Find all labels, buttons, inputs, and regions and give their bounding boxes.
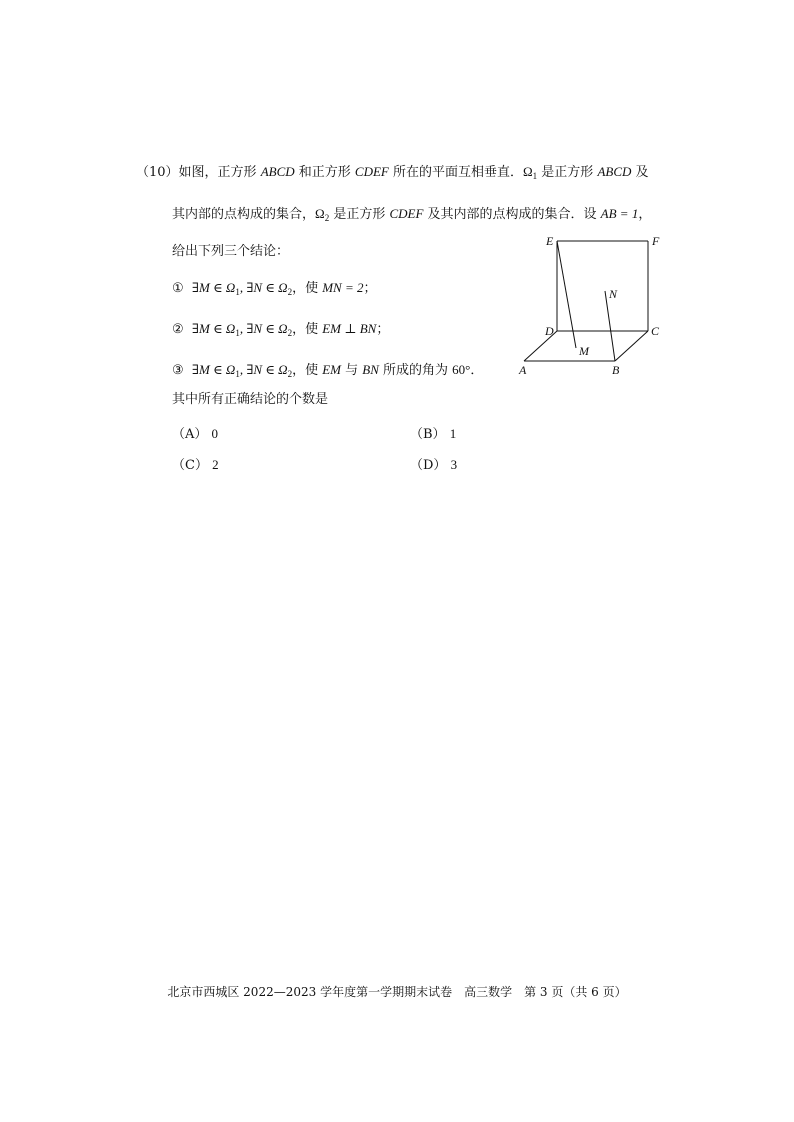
option-label: （A） [172, 427, 208, 442]
math-square-cdef: CDEF [354, 164, 389, 179]
expr-part: , ∃N ∈ Ω [239, 362, 288, 377]
footer-exam-title: 北京市西城区 2022—2023 学年度第一学期期末试卷 [167, 985, 453, 999]
omega-subscript: 1 [532, 171, 538, 181]
option-b[interactable] [410, 425, 456, 444]
expr-subscript: 2 [287, 287, 293, 297]
option-value: 1 [449, 426, 457, 441]
text-segment: 所在的平面互相垂直． [388, 165, 523, 180]
expr-subscript: 1 [235, 287, 240, 297]
edge-bc [615, 331, 648, 361]
geometry-figure [510, 228, 670, 378]
conclusion-condition: MN = 2 [322, 280, 364, 295]
conclusion-condition: EM ⊥ BN [322, 321, 377, 336]
question-number: （10） [136, 165, 179, 180]
question-line-3: 给出下列三个结论： [172, 244, 290, 259]
text-segment: 是正方形 [537, 165, 598, 180]
expr-part: , ∃N ∈ Ω [239, 321, 288, 336]
conclusion-line-bn: BN [362, 362, 379, 377]
conclusion-2 [172, 320, 389, 339]
text-segment: 如图，正方形 [178, 165, 261, 180]
expr-subscript: 2 [287, 369, 293, 379]
label-d: D [545, 324, 554, 338]
label-c: C [651, 324, 660, 338]
text-segment: ，使 [292, 322, 323, 337]
conclusion-marker: ③ [172, 363, 184, 378]
math-ab-equals-1: AB = 1 [600, 206, 639, 221]
footer-page-number: 第 3 页（共 6 页） [524, 985, 627, 999]
question-ask: 其中所有正确结论的个数是 [172, 392, 329, 407]
question-line-2 [172, 205, 651, 224]
text-segment: 和正方形 [294, 165, 355, 180]
conclusion-angle: 60° [452, 362, 471, 377]
text-segment: 是正方形 [329, 207, 390, 222]
math-omega-2 [315, 206, 329, 221]
expr-part: , ∃N ∈ Ω [239, 280, 288, 295]
text-segment: 与 [341, 363, 363, 378]
text-segment: ； [376, 322, 390, 337]
option-d[interactable] [410, 456, 457, 475]
expr-part: ∃M ∈ Ω [191, 280, 236, 295]
page-footer [0, 983, 794, 1000]
label-f: F [652, 234, 660, 248]
text-segment: 及 [631, 165, 649, 180]
conclusion-1 [172, 279, 377, 298]
omega-symbol: Ω [315, 206, 325, 221]
omega-subscript: 2 [324, 213, 330, 223]
math-square-cdef-2: CDEF [389, 206, 424, 221]
conclusion-expr [192, 362, 292, 377]
option-label: （C） [172, 458, 208, 473]
expr-part: ∃M ∈ Ω [191, 321, 236, 336]
conclusion-marker: ② [172, 322, 184, 337]
label-n: N [609, 287, 618, 301]
text-segment: ，使 [292, 281, 323, 296]
text-segment: ，使 [292, 363, 323, 378]
expr-subscript: 2 [287, 328, 293, 338]
omega-symbol: Ω [523, 164, 533, 179]
expr-part: ∃M ∈ Ω [191, 362, 236, 377]
text-segment: ， [638, 207, 652, 222]
option-value: 3 [450, 457, 458, 472]
math-square-abcd: ABCD [260, 164, 295, 179]
footer-subject: 高三数学 [464, 985, 513, 999]
conclusion-line-em: EM [322, 362, 341, 377]
option-label: （D） [410, 458, 447, 473]
expr-subscript: 1 [235, 328, 240, 338]
conclusion-3 [172, 361, 483, 380]
expr-subscript: 1 [235, 369, 240, 379]
math-omega-1 [523, 164, 537, 179]
conclusion-marker: ① [172, 281, 184, 296]
question-line-1 [136, 163, 649, 182]
option-c[interactable] [172, 456, 219, 475]
label-b: B [612, 363, 620, 377]
option-a[interactable] [172, 425, 218, 444]
option-value: 2 [212, 457, 219, 472]
segment-em [557, 241, 576, 348]
text-segment: 所成的角为 [378, 363, 453, 378]
text-segment: 其内部的点构成的集合， [172, 207, 316, 222]
segment-bn [605, 291, 615, 361]
conclusion-expr [192, 321, 292, 336]
option-value: 0 [211, 426, 219, 441]
text-segment: ； [363, 281, 377, 296]
option-label: （B） [410, 427, 446, 442]
label-a: A [519, 363, 527, 377]
math-square-abcd-2: ABCD [597, 164, 632, 179]
label-m: M [579, 344, 589, 358]
conclusion-expr [192, 280, 292, 295]
text-segment: 及其内部的点构成的集合．设 [423, 207, 601, 222]
label-e: E [546, 234, 554, 248]
text-segment: ． [470, 363, 484, 378]
